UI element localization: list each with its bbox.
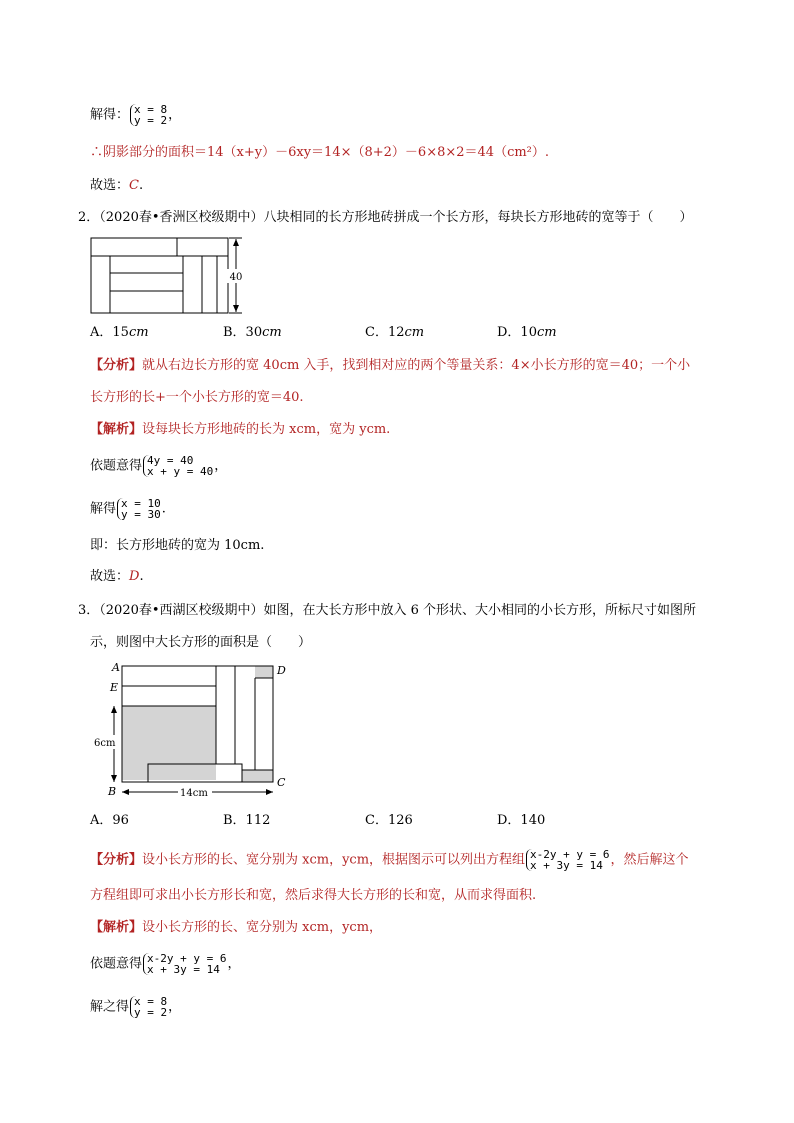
punct: ，: [168, 999, 182, 1015]
analysis-text: ，然后解这个: [610, 852, 689, 868]
solve-line-1: [90, 104, 181, 126]
q3-option-d: D．140: [497, 813, 546, 828]
answer-line-1: [90, 177, 143, 195]
shaded-corner: [255, 666, 273, 678]
option-unit: cm: [262, 325, 282, 340]
equation-system: [143, 953, 226, 975]
dimension-label: 40: [229, 272, 243, 283]
q2-option-d: [497, 324, 557, 342]
analysis-text: 就从右边长方形的宽 40cm 入手，找到相对应的两个等量关系：4×小长方形的宽＝40；一个小: [142, 358, 691, 373]
q3-option-c: C．126: [365, 813, 413, 828]
q2-figure: [90, 236, 250, 316]
option-unit: cm: [536, 325, 557, 340]
answer-value: C: [129, 178, 139, 193]
q3-figure: [90, 658, 300, 800]
eq: 4y = 40: [147, 454, 194, 467]
option-unit: cm: [404, 325, 425, 340]
solution-text: 设小长方形的长、宽分别为 xcm，ycm，: [142, 920, 383, 935]
eq: x + 3y = 14: [147, 963, 220, 976]
outer-rect: [91, 238, 228, 313]
punct: .: [161, 501, 166, 517]
solve-label: 解得：: [90, 107, 130, 123]
eq: y = 2: [134, 114, 168, 127]
shaded-region: [122, 706, 216, 780]
q2-option-b: [223, 324, 282, 342]
solve-label: 解得: [90, 501, 117, 517]
eq: x-2y + y = 6: [147, 952, 227, 965]
q2-analysis-1: [90, 357, 690, 375]
shaded-corner: [242, 770, 273, 782]
eq: x-2y + y = 6: [530, 848, 610, 861]
q2-system-line: [90, 455, 227, 477]
punct: ，: [227, 956, 241, 972]
q2-analysis-2: 长方形的长+一个小长方形的宽＝40.: [90, 390, 304, 405]
solution-tag: 【解析】: [90, 920, 143, 935]
eq: x + 3y = 14: [530, 859, 603, 872]
point-e-label: E: [110, 681, 119, 694]
eq: x + y = 40: [147, 465, 214, 478]
eq: x = 8: [134, 995, 168, 1008]
option-label: B．30: [223, 325, 263, 340]
option-unit: cm: [128, 325, 149, 340]
equation-system: [143, 455, 213, 477]
eq: x = 10: [121, 497, 161, 510]
q3-system-line: [90, 953, 241, 975]
point-b-label: B: [108, 785, 117, 798]
analysis-tag: 【分析】: [90, 852, 143, 868]
q2-stem: 2．（2020春•香洲区校级期中）八块相同的长方形地砖拼成一个长方形，每块长方形地砖的宽等于（ ）: [78, 210, 693, 225]
punct: ，: [168, 107, 182, 123]
q3-option-b: B．112: [223, 813, 271, 828]
by-meaning-label: 依题意得: [90, 956, 143, 972]
punct: .: [139, 569, 144, 584]
q3-analysis-1: [90, 849, 689, 871]
q2-conclusion: 即：长方形地砖的宽为 10cm.: [90, 538, 265, 553]
q2-solve-line: [90, 498, 166, 520]
q3-analysis-2: 方程组即可求出小长方形长和宽，然后求得大长方形的长和宽，从而求得面积.: [90, 888, 537, 903]
equation-system: [130, 104, 167, 126]
option-label: A．15: [90, 325, 129, 340]
q3-stem-1: 3．（2020春•西湖区校级期中）如图，在大长方形中放入 6 个形状、大小相同的小长方形，所标尺寸如图所: [78, 603, 697, 618]
option-label: C．12: [365, 325, 405, 340]
shadow-area-line: ∴阴影部分的面积＝14（x+y）－6xy＝14×（8+2）－6×8×2＝44（cm²）.: [90, 145, 550, 160]
punct: ，: [214, 458, 228, 474]
equation-system: [130, 996, 167, 1018]
q3-option-a: A．96: [90, 813, 129, 828]
q3-solution: [90, 919, 382, 937]
eq: y = 30: [121, 508, 161, 521]
answer-label: 故选：: [90, 569, 130, 584]
width-label: 14cm: [180, 788, 208, 799]
q2-solution: [90, 421, 390, 439]
q3-stem-2: 示，则图中大长方形的面积是（ ）: [90, 635, 312, 650]
point-a-label: A: [112, 661, 120, 674]
by-meaning-label: 依题意得: [90, 458, 143, 474]
point-d-label: D: [277, 664, 286, 677]
q2-option-c: [365, 324, 424, 342]
solution-tag: 【解析】: [90, 422, 143, 437]
answer-value: D: [129, 569, 140, 584]
eq: x = 8: [134, 103, 168, 116]
q2-option-a: [90, 324, 149, 342]
solution-text: 设每块长方形地砖的长为 xcm，宽为 ycm.: [142, 422, 391, 437]
q3-solve-line: [90, 996, 181, 1018]
q2-answer-line: [90, 568, 144, 586]
solve-label: 解之得: [90, 999, 130, 1015]
punct: .: [138, 178, 144, 193]
option-label: D．10: [497, 325, 537, 340]
eq: y = 2: [134, 1006, 168, 1019]
point-c-label: C: [277, 776, 286, 789]
height-label: 6cm: [94, 738, 116, 749]
equation-system: [526, 849, 609, 871]
equation-system: [117, 498, 161, 520]
analysis-tag: 【分析】: [90, 358, 143, 373]
answer-label: 故选：: [90, 178, 130, 193]
analysis-text: 设小长方形的长、宽分别为 xcm，ycm，根据图示可以列出方程组: [142, 852, 526, 868]
